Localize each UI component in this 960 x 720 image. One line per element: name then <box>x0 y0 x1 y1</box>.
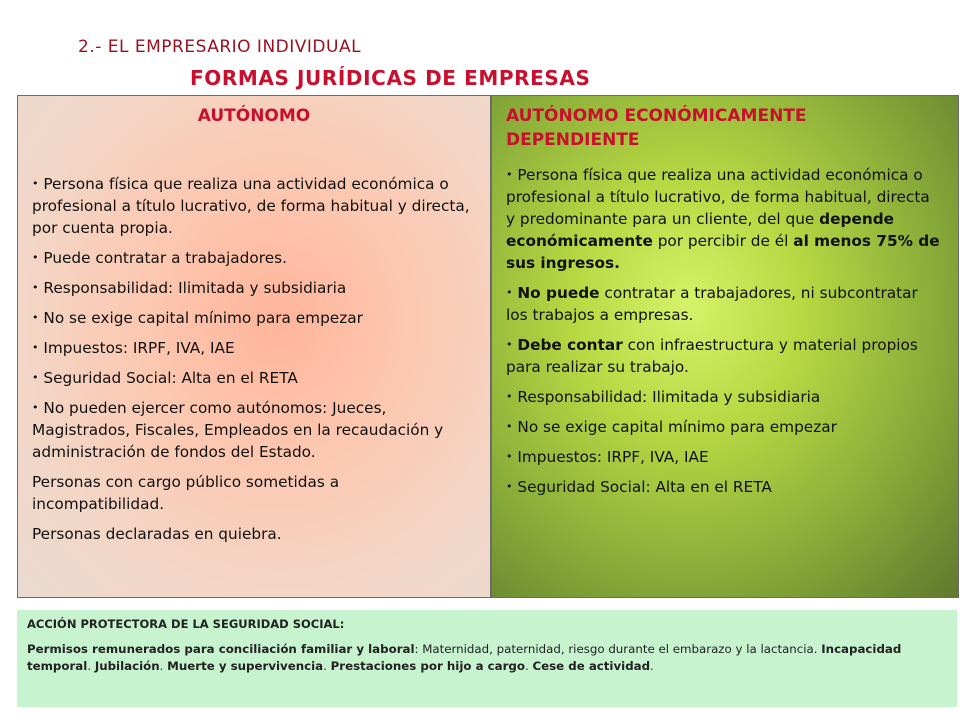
autonomo-dependiente-panel <box>491 95 959 598</box>
list-item: • Debe contar con infraestructura y material propios para realizar su trabajo. <box>506 336 918 376</box>
list-item: • Seguridad Social: Alta en el RETA <box>506 478 772 496</box>
list-item: • Persona física que realiza una actividad económica o profesional a título lucrativo, de forma habitual, directa y predominante para un cliente, del que depende económicamente por percibir de él al menos 75% de sus ingresos. <box>506 166 940 272</box>
extra-paragraph: Personas con cargo público sometidas a incompatibilidad. <box>32 473 340 513</box>
bullet-icon: • <box>32 311 39 324</box>
accion-protectora-title: ACCIÓN PROTECTORA DE LA SEGURIDAD SOCIAL: <box>27 617 345 631</box>
accion-protectora-box <box>17 610 957 707</box>
bullet-icon: • <box>32 177 39 190</box>
bullet-icon: • <box>32 371 39 384</box>
bullet-icon: • <box>506 420 513 433</box>
list-item: • Responsabilidad: Ilimitada y subsidiaria <box>32 279 347 297</box>
list-item: • Impuestos: IRPF, IVA, IAE <box>506 448 709 466</box>
list-item: • Seguridad Social: Alta en el RETA <box>32 369 298 387</box>
list-item: • No puede contratar a trabajadores, ni subcontratar los trabajos a empresas. <box>506 284 918 324</box>
list-item: • Responsabilidad: Ilimitada y subsidiaria <box>506 388 821 406</box>
bullet-icon: • <box>506 168 513 181</box>
autonomo-dependiente-heading: AUTÓNOMO ECONÓMICAMENTE DEPENDIENTE <box>506 106 807 150</box>
section-subtitle: 2.- EL EMPRESARIO INDIVIDUAL <box>78 37 362 57</box>
bullet-icon: • <box>32 281 39 294</box>
bullet-icon: • <box>506 450 513 463</box>
list-item: • Persona física que realiza una actividad económica o profesional a título lucrativo, de forma habitual y directa, por cuenta propia. <box>32 175 470 237</box>
list-item: • Puede contratar a trabajadores. <box>32 249 287 267</box>
extra-paragraph: Personas declaradas en quiebra. <box>32 525 282 543</box>
list-item: • No pueden ejercer como autónomos: Jueces, Magistrados, Fiscales, Empleados en la recaudación y administración de fondos del Estado. <box>32 399 444 461</box>
page-title: FORMAS JURÍDICAS DE EMPRESAS <box>190 66 591 90</box>
bullet-icon: • <box>506 338 513 351</box>
bullet-icon: • <box>506 390 513 403</box>
bullet-icon: • <box>32 401 39 414</box>
bullet-icon: • <box>32 251 39 264</box>
list-item: • No se exige capital mínimo para empezar <box>506 418 837 436</box>
autonomo-panel <box>17 95 491 598</box>
bullet-icon: • <box>506 286 513 299</box>
list-item: • No se exige capital mínimo para empezar <box>32 309 363 327</box>
list-item: • Impuestos: IRPF, IVA, IAE <box>32 339 235 357</box>
accion-protectora-body: Permisos remunerados para conciliación familiar y laboral: Maternidad, paternidad, riesgo durante el embarazo y la lactancia. Incapacidad temporal. Jubilación. Muerte y supervivencia. Prestaciones por hijo a cargo. Cese de actividad. <box>27 642 902 673</box>
bullet-icon: • <box>506 480 513 493</box>
bullet-icon: • <box>32 341 39 354</box>
autonomo-heading: AUTÓNOMO <box>197 106 311 126</box>
